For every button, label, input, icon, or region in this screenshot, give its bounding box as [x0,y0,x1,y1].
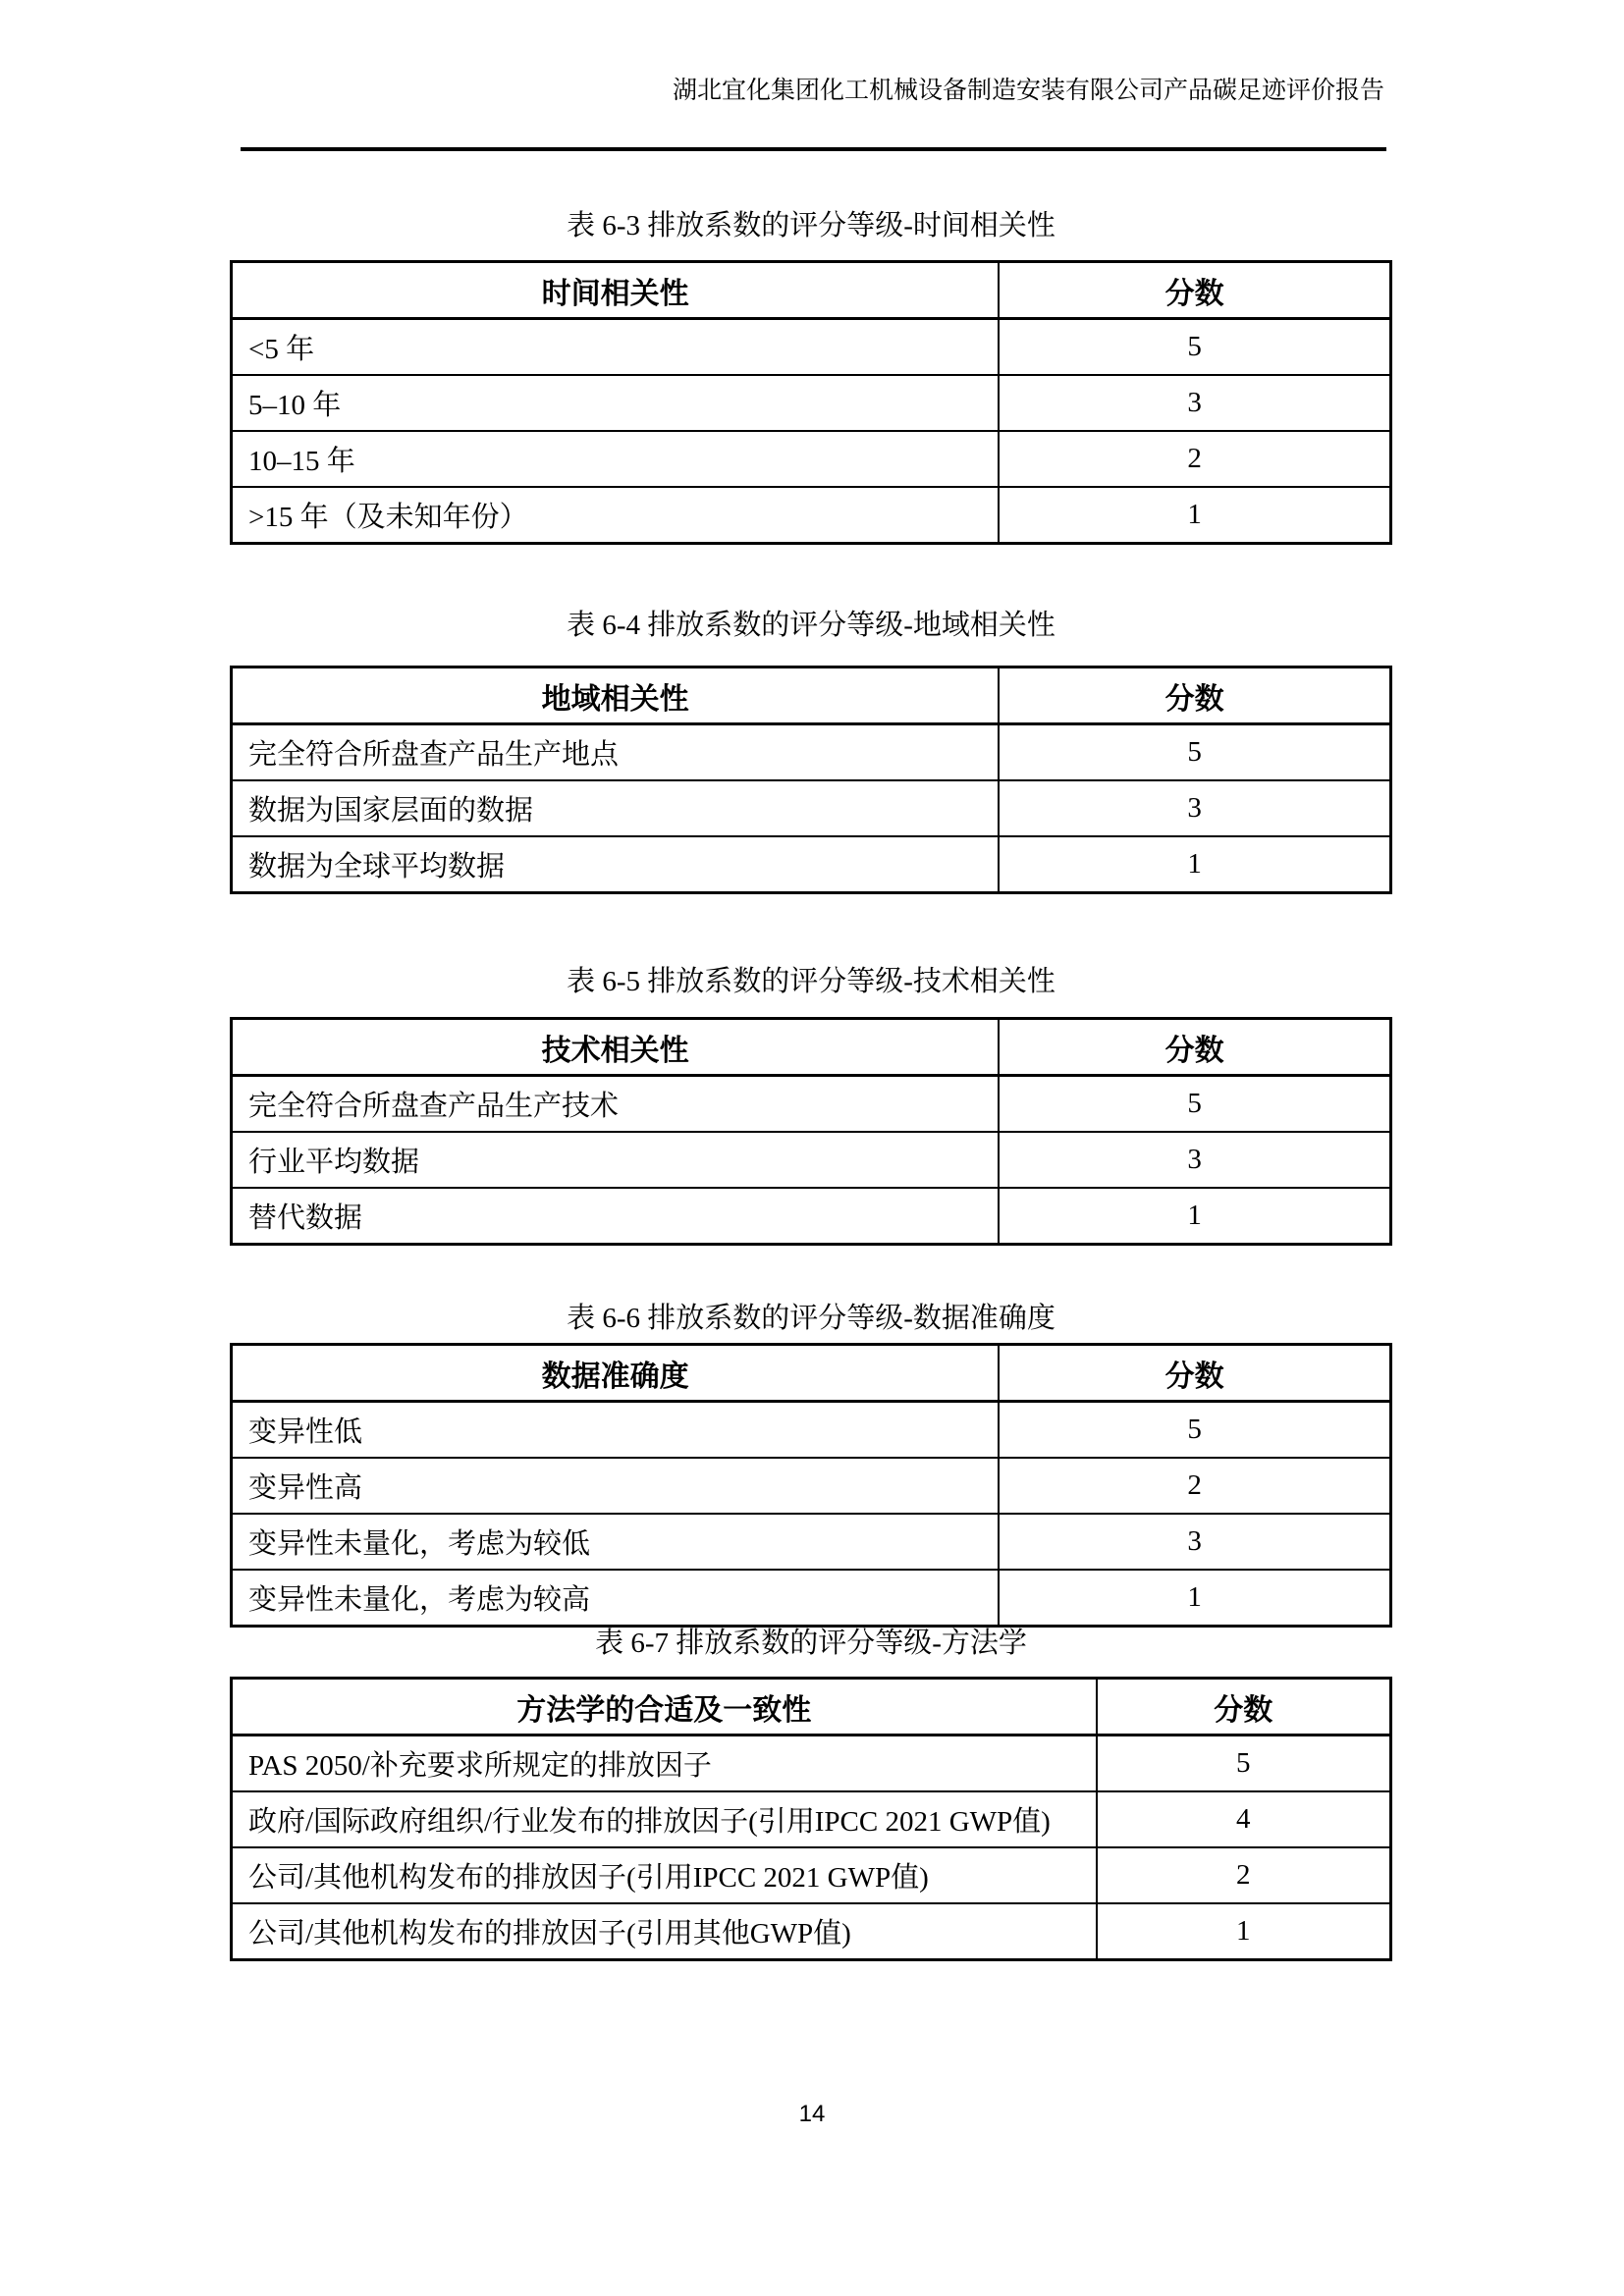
table-row [232,431,1391,487]
score-column-header: 分数 [999,667,1390,724]
table-header-row [232,1019,1391,1076]
criterion-cell: <5 年 [232,319,1000,376]
criterion-column-header: 方法学的合适及一致性 [232,1679,1097,1735]
table-row [232,319,1391,376]
score-cell: 3 [999,1514,1390,1570]
table-row [232,1847,1391,1903]
criterion-cell: 公司/其他机构发布的排放因子(引用其他GWP值) [232,1903,1097,1960]
table-6-6-caption: 表 6-6 排放系数的评分等级-数据准确度 [567,1303,1056,1334]
score-cell: 3 [999,780,1390,836]
table-row [232,780,1391,836]
table-row [232,1735,1391,1792]
criterion-cell: >15 年（及未知年份） [232,487,1000,544]
score-cell: 1 [999,487,1390,544]
table-6-7-caption: 表 6-7 排放系数的评分等级-方法学 [595,1628,1027,1659]
table-row [232,1402,1391,1459]
score-cell: 3 [999,375,1390,431]
score-cell: 5 [999,724,1390,781]
score-column-header: 分数 [999,1345,1390,1402]
score-column-header: 分数 [1097,1679,1391,1735]
header-rule [241,147,1386,151]
score-cell: 5 [999,1402,1390,1459]
table-6-6 [230,1343,1392,1628]
criterion-cell: 完全符合所盘查产品生产技术 [232,1076,1000,1133]
score-cell: 1 [999,836,1390,893]
criterion-column-header: 技术相关性 [232,1019,1000,1076]
score-cell: 3 [999,1132,1390,1188]
score-cell: 2 [999,1458,1390,1514]
criterion-cell: 完全符合所盘查产品生产地点 [232,724,1000,781]
criterion-cell: 变异性低 [232,1402,1000,1459]
table-row [232,1458,1391,1514]
criterion-cell: 行业平均数据 [232,1132,1000,1188]
table-row [232,1570,1391,1627]
criterion-cell: 公司/其他机构发布的排放因子(引用IPCC 2021 GWP值) [232,1847,1097,1903]
table-row [232,375,1391,431]
score-column-header: 分数 [999,262,1390,319]
table-6-5 [230,1017,1392,1246]
table-row [232,1514,1391,1570]
table-header-row [232,1679,1391,1735]
table-row [232,836,1391,893]
table-header-row [232,262,1391,319]
table-header-row [232,667,1391,724]
criterion-cell: 变异性未量化，考虑为较高 [232,1570,1000,1627]
table-row [232,487,1391,544]
table-6-4-caption: 表 6-4 排放系数的评分等级-地域相关性 [567,610,1056,641]
score-cell: 2 [999,431,1390,487]
table-header-row [232,1345,1391,1402]
score-cell: 1 [999,1570,1390,1627]
score-cell: 5 [999,1076,1390,1133]
table-row [232,724,1391,781]
table-row [232,1132,1391,1188]
table-row [232,1903,1391,1960]
score-cell: 1 [1097,1903,1391,1960]
criterion-cell: 政府/国际政府组织/行业发布的排放因子(引用IPCC 2021 GWP值) [232,1791,1097,1847]
criterion-column-header: 数据准确度 [232,1345,1000,1402]
criterion-cell: 变异性高 [232,1458,1000,1514]
criterion-cell: 数据为国家层面的数据 [232,780,1000,836]
score-cell: 4 [1097,1791,1391,1847]
table-6-7 [230,1677,1392,1961]
table-6-5-caption: 表 6-5 排放系数的评分等级-技术相关性 [567,966,1056,997]
criterion-cell: PAS 2050/补充要求所规定的排放因子 [232,1735,1097,1792]
score-cell: 5 [1097,1735,1391,1792]
score-cell: 1 [999,1188,1390,1245]
page-number: 14 [798,2101,826,2127]
report-header-title: 湖北宜化集团化工机械设备制造安装有限公司产品碳足迹评价报告 [672,78,1384,104]
criterion-column-header: 地域相关性 [232,667,1000,724]
table-row [232,1076,1391,1133]
criterion-cell: 5–10 年 [232,375,1000,431]
criterion-cell: 替代数据 [232,1188,1000,1245]
table-6-3-caption: 表 6-3 排放系数的评分等级-时间相关性 [567,210,1056,241]
criterion-cell: 变异性未量化，考虑为较低 [232,1514,1000,1570]
score-column-header: 分数 [999,1019,1390,1076]
criterion-cell: 10–15 年 [232,431,1000,487]
score-cell: 2 [1097,1847,1391,1903]
table-6-4 [230,666,1392,894]
table-row [232,1188,1391,1245]
criterion-cell: 数据为全球平均数据 [232,836,1000,893]
criterion-column-header: 时间相关性 [232,262,1000,319]
table-row [232,1791,1391,1847]
table-6-3 [230,260,1392,545]
score-cell: 5 [999,319,1390,376]
